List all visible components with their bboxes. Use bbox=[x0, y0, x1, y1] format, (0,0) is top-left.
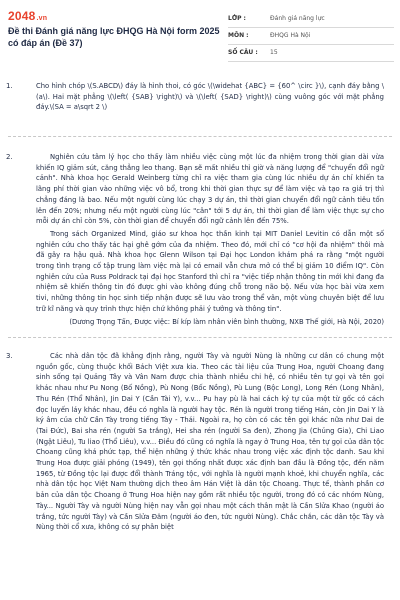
exam-title: Đề thi Đánh giá năng lực ĐHQG Hà Nội form 2025 có đáp án (Đề 37) bbox=[8, 26, 220, 48]
exam-info-panel bbox=[224, 11, 394, 62]
info-label: SỐ CÂU : bbox=[228, 49, 258, 56]
logo-text: 2048 bbox=[8, 9, 36, 23]
question-paragraph: Cho hình chóp \(S.ABCD\) đáy là hình thoi, có góc \(\widehat {ABC} = {60^ \circ }\), cạnh đáy bằng \(a\). Hai mặt phẳng \(\left( {SAB} \right)\) và \(\left( {SAD} \right)\) cùng vuông góc với mặt phẳng đáy.\(SA = a\sqrt 2 \) bbox=[36, 82, 384, 112]
question-text bbox=[36, 351, 384, 535]
question-number: 1. bbox=[6, 82, 13, 90]
info-row-question-count bbox=[224, 45, 394, 62]
info-label: MÔN : bbox=[228, 32, 249, 39]
info-row-class bbox=[224, 11, 394, 28]
question-paragraph: Các nhà dân tộc đã khẳng định rằng, người Tày và người Nùng là những cư dân có chung một nguồn gốc, cùng thuộc khối Bách Việt xưa kia. Theo các tài liệu của Trung Hoa, người Choang đang sinh sống tại Quảng Tây và Vân Nam được chia thành nhiều chi hệ, có nhiều tên tự gọi và tên gọi khác nhau như Pu Nong (Bố Nồng), Pù Nong (Bốc Nồng), Pù Lung (Bộc Long), Long Rén (Long Nhân), Thu Rén (Thổ Nhân), Jin Dai Y (Cần Tài Y), v.v... Pu hay pù là hai cách ký tự của một từ gốc có cách đọc luyến láy khác nhau, đều có nghĩa là người hay tộc. Rén là người trong tiếng Hán, còn Jin Dai Y là ký âm của chữ Cần Tày trong tiếng Tày - Thái. Ngoài ra, họ còn có các tên gọi khác nữa như Dai de (Tai Đức), Bai sha rén (người Sa trắng), Hei sha rén (người Sa đen), Zhong Jia (Chủng Gia), Chi Liao (Ngật Liêu), Tu liao (Thổ Liêu), v.v... Điều đó cũng có nghĩa là ngay ở Trung Hoa, tên tự gọi của dân tộc Choang cũng khá phức tạp, thể hiện những ý thức khác nhau trong việc xác định tộc danh. Sau khi Trung Hoa được giải phóng (1949), tên gọi thống nhất được xác định ban đầu là Đồng tộc, đến năm 1965, từ Đồng tộc lại được đổi thành Tráng tộc, với nghĩa là người mạnh khoẻ, khi chuyển nghĩa, các nhà dân tộc học Việt Nam thường dịch theo âm Hán Việt là dân tộc Choang. Thực tế, thành phần cơ bản của dân tộc Choang ở Trung Hoa hiện nay gồm rất nhiều tộc người, trong đó có các nhóm Nùng, Tày... Người Tày và người Nùng hiện nay vẫn gọi nhau một cách thân mật là Cần Slửa Khao (người áo trắng, tức người Tày) và Cần Slửa Đăm (người áo đen, tức người Nùng). Chắc chắn, các dân tộc Tày và Nùng thời cổ xưa, không có sự phân biệt bbox=[36, 352, 384, 532]
question-divider bbox=[8, 136, 392, 137]
question-divider bbox=[8, 337, 392, 338]
page-header bbox=[0, 0, 400, 64]
info-value: 15 bbox=[270, 49, 278, 56]
question-text bbox=[36, 152, 384, 327]
info-value: ĐHQG Hà Nội bbox=[270, 32, 311, 39]
logo-suffix: .vn bbox=[36, 15, 48, 22]
info-row-subject bbox=[224, 28, 394, 45]
info-underline bbox=[228, 61, 394, 62]
site-logo[interactable] bbox=[8, 9, 47, 23]
info-value: Đánh giá năng lực bbox=[270, 15, 325, 22]
question-number: 2. bbox=[6, 153, 13, 161]
question-paragraph: Nghiên cứu tâm lý học cho thấy làm nhiều việc cùng một lúc đa nhiệm trong thời gian dài vừa khiến IQ giảm sút, căng thẳng leo thang. Bạn sẽ mất nhiều thì giờ và năng lượng để "chuyển đổi ngữ cảnh". Nhà khoa học Gerald Weinberg từng chỉ ra việc tham gia cùng lúc nhiều dự án chỉ khiến ta lãng phí thời gian vào những việc vô bổ, trong khi thời gian thực sự để làm việc và tạo ra giá trị thì chẳng đáng là bao. Nếu một người cùng lúc chạy 3 dự án, thì thời gian chuyển đổi ngữ cảnh tiêu tốn lên đến 20%; nhưng nếu một người cùng lúc "cân" tới 5 dự án, thì thời gian để làm việc thực sự cho mỗi dự án chỉ còn 5%, còn thời gian để chuyển đổi ngữ cảnh lên đến 75%. bbox=[36, 153, 384, 226]
info-label: LỚP : bbox=[228, 15, 246, 22]
question-number: 3. bbox=[6, 352, 13, 360]
question-text bbox=[36, 81, 384, 115]
question-citation: (Dương Trọng Tấn, Được việc: Bí kíp làm nhân viên bình thường, NXB Thế giới, Hà Nội, 2020) bbox=[69, 317, 384, 326]
question-paragraph: Trong sách Organized Mind, giáo sư khoa học thần kinh tại MIT Daniel Levitin có dẫn một số nghiên cứu cho thấy tác hại ghê gớm của đa nhiệm. Theo đó, mới chỉ có "cơ hội đa nhiệm" thôi mà đã gây ra hậu quả. Nhà khoa học Glenn Wilson tại Đại học London khám phá ra rằng "một người trong tình trạng cố tập trung làm việc mà lại có email vẫn chưa mở có thể bị giảm 10 điểm IQ". Còn nghiên cứu của Russ Poldrack tại đại học Stanford thì chỉ ra "việc tiếp nhận thông tin mới khi đang đa nhiệm sẽ khiến thông tin đó được ghi vào không đúng chỗ trong não bộ. Nếu vừa học bài vừa xem tivi, những thông tin học sinh tiếp nhận được sẽ lưu vào trong thể vân, một vùng chuyên biệt để lưu trữ kĩ năng và quy trình thực hiện chứ không phải ý tưởng và thông tin". bbox=[36, 229, 384, 313]
